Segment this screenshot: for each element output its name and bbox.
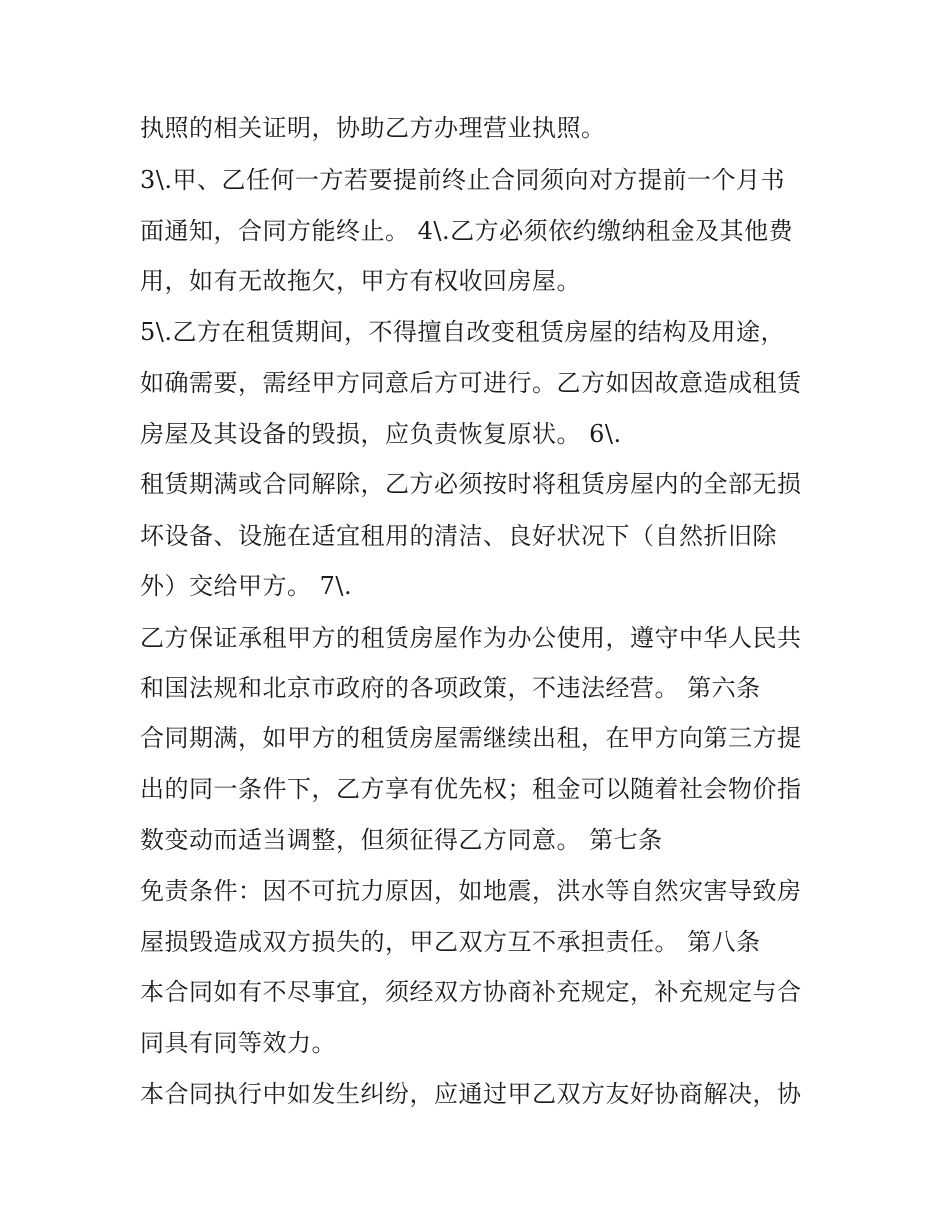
- text-line: 合同期满，如甲方的租赁房屋需继续出租，在甲方向第三方提: [140, 724, 802, 752]
- text-line: 屋损毁造成双方损失的，甲乙双方互不承担责任。 第八条: [140, 928, 761, 956]
- text-line: 执照的相关证明，协助乙方办理营业执照。: [140, 114, 606, 142]
- text-line: 3\.甲、乙任何一方若要提前终止合同须向对方提前一个月书: [140, 166, 785, 194]
- text-line: 同具有同等效力。: [140, 1029, 336, 1057]
- text-line: 外）交给甲方。 7\.: [140, 572, 353, 600]
- text-line: 出的同一条件下，乙方享有优先权；租金可以随着社会物价指: [140, 775, 802, 803]
- text-line: 用，如有无故拖欠，甲方有权收回房屋。: [140, 267, 581, 295]
- text-line: 租赁期满或合同解除，乙方必须按时将租赁房屋内的全部无损: [140, 470, 802, 498]
- text-line: 免责条件：因不可抗力原因，如地震，洪水等自然灾害导致房: [140, 877, 802, 905]
- text-line: 乙方保证承租甲方的租赁房屋作为办公使用，遵守中华人民共: [140, 624, 802, 652]
- text-line: 坏设备、设施在适宜租用的清洁、良好状况下（自然折旧除: [140, 522, 777, 550]
- text-line: 数变动而适当调整，但须征得乙方同意。 第七条: [140, 826, 663, 854]
- text-line: 本合同如有不尽事宜，须经双方协商补充规定，补充规定与合: [140, 978, 802, 1006]
- text-line: 房屋及其设备的毁损，应负责恢复原状。 6\.: [140, 420, 622, 448]
- text-line: 如确需要，需经甲方同意后方可进行。乙方如因故意造成租赁: [140, 369, 802, 397]
- text-line: 本合同执行中如发生纠纷，应通过甲乙双方友好协商解决，协: [140, 1080, 802, 1108]
- text-line: 面通知，合同方能终止。 4\.乙方必须依约缴纳租金及其他费: [140, 217, 794, 245]
- text-line: 5\.乙方在租赁期间，不得擅自改变租赁房屋的结构及用途，: [140, 318, 785, 346]
- text-line: 和国法规和北京市政府的各项政策，不违法经营。 第六条: [140, 674, 761, 702]
